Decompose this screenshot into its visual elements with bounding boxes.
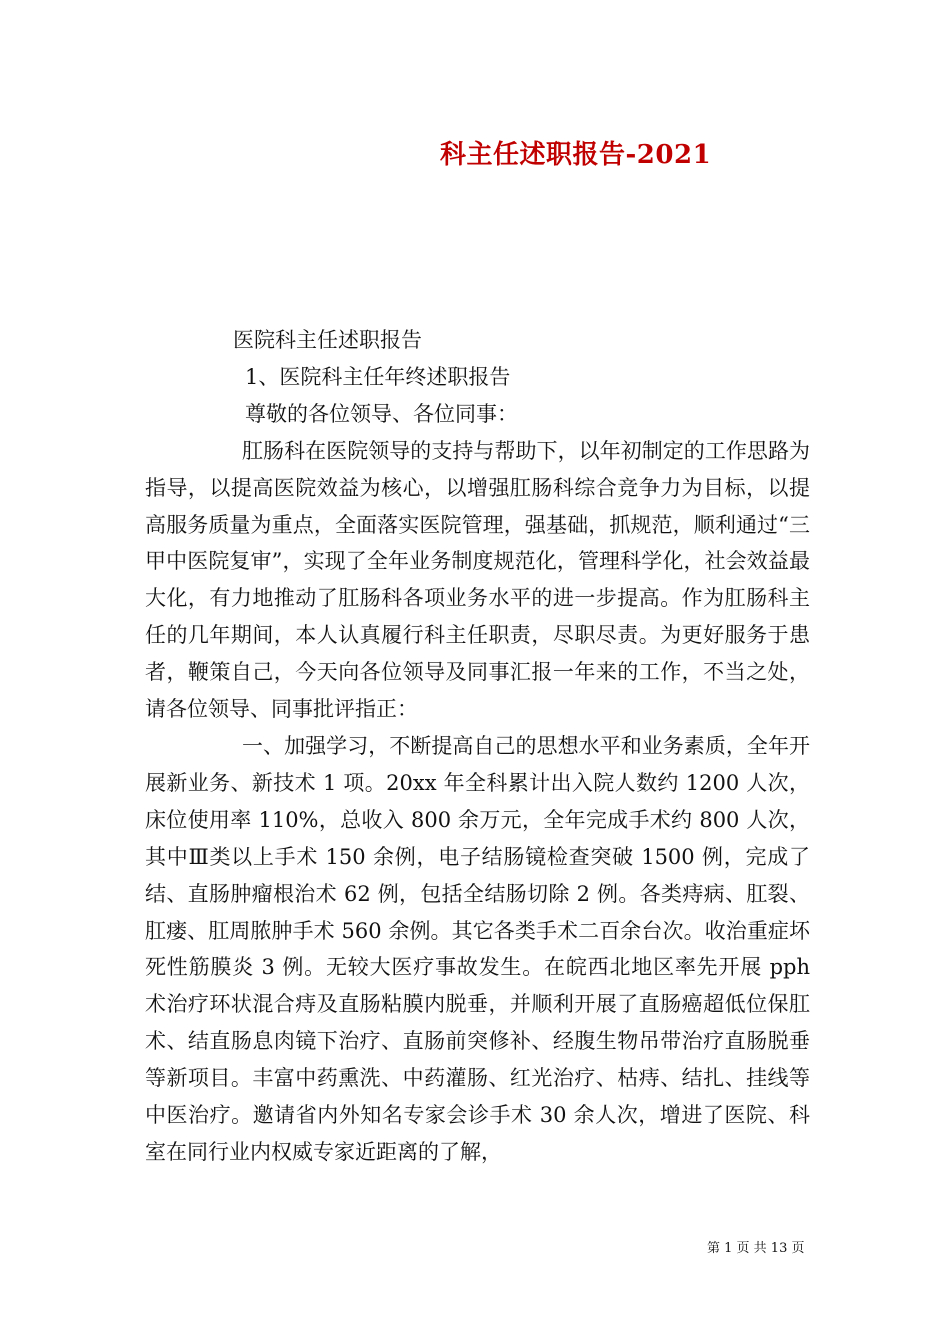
greeting: 尊敬的各位领导、各位同事： (245, 401, 518, 426)
document-title: 科主任述职报告-2021 (440, 140, 712, 170)
page-number: 第 1 页 共 13 页 (707, 1241, 805, 1256)
document-subtitle: 医院科主任述职报告 (233, 328, 422, 352)
body-paragraph: 肛肠科在医院领导的支持与帮助下，以年初制定的工作思路为指导，以提高医院效益为核心，以增强肛肠科综合竞争力为目标，以提高服务质量为重点，全面落实医院管理，强基础，抓规范，顺利通过“三甲中医院复审”，实现了全年业务制度规范化，管理科学化，社会效益最大化，有力地推动了肛肠科各项业务水平的进一步提高。作为肛肠科主任的几年期间，本人认真履行科主任职责，尽职尽责。为更好服务于患者，鞭策自己，今天向各位领导及同事汇报一年来的工作，不当之处，请各位领导、同事批评指正： (145, 438, 810, 722)
body-paragraph: 一、加强学习，不断提高自己的思想水平和业务素质，全年开展新业务、新技术 1 项。20xx 年全科累计出入院人数约 1200 人次，床位使用率 110%，总收入 800 余万元，全年完成手术约 800 人次，其中Ⅲ类以上手术 150 余例，电子结肠镜检查突破 1500 例，完成了结、直肠肿瘤根治术 62 例，包括全结肠切除 2 例。各类痔病、肛裂、肛瘘、肛周脓肿手术 560 余例。其它各类手术二百余台次。收治重症坏死性筋膜炎 3 例。无较大医疗事故发生。在皖西北地区率先开展 pph 术治疗环状混合痔及直肠粘膜内脱垂，并顺利开展了直肠癌超低位保肛术、结直肠息肉镜下治疗、直肠前突修补、经腹生物吊带治疗直肠脱垂等新项目。丰富中药熏洗、中药灌肠、红光治疗、枯痔、结扎、挂线等中医治疗。邀请省内外知名专家会诊手术 30 余人次，增进了医院、科室在同行业内权威专家近距离的了解， (145, 733, 810, 1164)
document-body (145, 322, 810, 1171)
section-heading: 1、医院科主任年终述职报告 (245, 364, 511, 389)
